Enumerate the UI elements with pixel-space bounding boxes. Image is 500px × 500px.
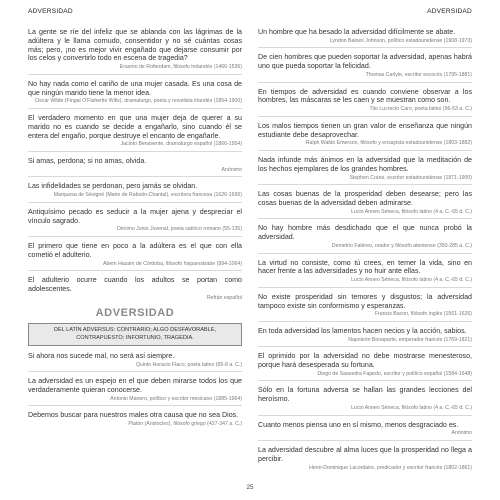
running-header-left: ADVERSIDAD	[28, 8, 73, 15]
quote-item	[28, 157, 242, 177]
quote-text: El adulterio ocurre cuando los adultos se portan como adolescentes.	[28, 276, 242, 293]
quote-item	[258, 224, 472, 253]
quote-text: La gente se ríe del infeliz que se ablanda con las lágrimas de la adúltera y le llama cornudo, consentidor y no sé cuántas cosas más; pero, ¡no es mejor vivir engañado que dejarse consumir por los celos y convertirlo todo en escena de tragedia?	[28, 28, 242, 63]
quote-author: Antonio Manero, político y escritor mexicano (1885-1964)	[110, 395, 242, 402]
quote-text: Sólo en la fortuna adversa se hallan las grandes lecciones del heroísmo.	[258, 386, 472, 404]
quote-divider	[28, 108, 242, 109]
quote-item	[258, 352, 472, 381]
left-quotes-bottom	[28, 352, 242, 428]
quote-item	[28, 352, 242, 372]
quote-author: Diego de Saavedra Fajardo, escritor y político español (1584-1648)	[317, 370, 472, 377]
quote-author: Demetrio Falérеo, orador y filósofo ateniense (350-285 a. C.)	[331, 242, 472, 249]
quote-divider	[28, 176, 242, 177]
quote-divider	[28, 74, 242, 75]
quote-author: Thomas Carlyle, escritor escocés (1795-1881)	[365, 71, 472, 78]
quote-text: En tiempos de adversidad es cuando conviene observar a los hombres, las máscaras se les caen y se muestran como son.	[258, 87, 472, 105]
quote-item	[28, 276, 242, 301]
quote-text: La virtud no consiste, como tú crees, en temer la vida, sino en hacer frente a las adversidades y no huir ante ellas.	[258, 258, 472, 276]
quote-item	[28, 28, 242, 75]
quote-author: Anónimo	[221, 166, 242, 173]
quote-text: Las infidelidades se perdonan, pero jamás se olvidan.	[28, 182, 198, 191]
quote-item	[28, 80, 242, 109]
quote-text: Si ahora nos sucede mal, no será así siempre.	[28, 351, 175, 360]
quote-item	[28, 114, 242, 152]
quote-author: Lucio Anneo Séneca, filósofo latino (4 a. C.-65 d. C.)	[351, 277, 472, 284]
quote-divider	[258, 346, 472, 347]
quote-text: Nada infunde más ánimos en la adversidad que la meditación de los hechos ejemplares de los grandes hombres.	[258, 155, 472, 173]
quote-author: Stephen Crane, escritor estadounidense (1871-1900)	[349, 174, 472, 181]
quote-author: Décimo Junio Juvenal, poeta satírico romano (55-135)	[117, 226, 242, 233]
quote-author: Marquesa de Sévigné (Marie de Rabutin-Chantal), escritora francesa (1626-1696)	[53, 192, 242, 199]
quote-divider	[258, 321, 472, 322]
quote-item	[258, 53, 472, 82]
quote-divider	[258, 184, 472, 185]
quote-text: Si amas, perdona; si no amas, olvida.	[28, 156, 147, 165]
quote-text: El verdadero momento en que una mujer deja de querer a su marido no es cuando se decide a engañarlo, sino cuando él se entera del engaño, porque destruye el encanto de engañarle.	[28, 113, 242, 140]
right-quotes	[258, 28, 472, 471]
quote-item	[28, 411, 242, 427]
quote-item	[28, 377, 242, 406]
quote-text: Un hombre que ha besado la adversidad difícilmente se abate.	[258, 28, 456, 36]
quote-divider	[28, 202, 242, 203]
quote-item	[258, 293, 472, 322]
quote-divider	[258, 82, 472, 83]
left-quotes-top	[28, 28, 242, 301]
quote-text: La adversidad descubre al alma luces que la prosperidad no llega a percibir.	[258, 446, 472, 463]
quote-divider	[258, 150, 472, 151]
quote-text: Las cosas buenas de la prosperidad deben desearse; pero las cosas buenas de la adversidad deben admirarse.	[258, 190, 472, 207]
quote-text: Los malos tiempos tienen un gran valor de enseñanza que ningún estudiante debe desaprovechar.	[258, 121, 472, 139]
quote-divider	[258, 218, 472, 219]
quote-divider	[28, 270, 242, 271]
quote-text: Antiquísimo pecado es seducir a la mujer ajena y despreciar el vínculo sagrado.	[28, 207, 242, 225]
quote-text: No existe prosperidad sin temores y disgustos; la adversidad tampoco existe sin conformismo y esperanzas.	[258, 292, 472, 310]
quote-author: Lucio Anneo Séneca, filósofo latino (4 a. C.-65 d. C.)	[351, 208, 472, 215]
quote-item	[258, 190, 472, 219]
quote-item	[258, 386, 472, 415]
quote-item	[258, 88, 472, 117]
right-column	[258, 28, 472, 476]
quote-divider	[258, 440, 472, 441]
quote-author: Abem Hazam de Córdoba, filósofo hispanoárabe (994-1064)	[103, 260, 242, 267]
quote-author: Oscar Wilde (Fingal O'Flahertie Wills), dramaturgo, poeta y novelista irlandés (1854-1900)	[35, 98, 242, 105]
quote-author: Tito Lucrecio Caro, poeta latino (96-53 a. C.)	[369, 106, 472, 113]
quote-author: Erasmo de Rotterdam, filósofo holandés (1466-1536)	[119, 64, 242, 71]
quote-text: En toda adversidad los lamentos hacen necios y la acción, sabios.	[258, 326, 467, 335]
quote-divider	[258, 47, 472, 48]
quote-divider	[258, 380, 472, 381]
page-number: 25	[246, 484, 254, 491]
quote-item	[258, 327, 472, 347]
running-header-right: ADVERSIDAD	[427, 8, 472, 15]
quote-text: Debemos buscar para nuestros males otra causa que no sea Dios.	[28, 411, 239, 420]
quote-item	[28, 208, 242, 237]
quote-divider	[28, 371, 242, 372]
quote-divider	[258, 253, 472, 254]
quote-author: Napoleón Bonaparte, emperador francés (1769-1821)	[348, 336, 472, 343]
quote-author: Quinto Horacio Flaco, poeta latino (65-8 a. C.)	[135, 361, 242, 368]
quote-text: No hay hombre más desdichado que el que nunca probó la adversidad.	[258, 224, 472, 242]
quote-author: Anónimo	[451, 430, 472, 437]
quote-author: Henri-Dominique Lacordaire, predicador y escritor francés (1802-1861)	[309, 464, 472, 471]
quote-item	[28, 182, 242, 202]
quote-divider	[258, 415, 472, 416]
quote-divider	[28, 236, 242, 237]
left-column	[28, 28, 242, 433]
quote-author: Ralph Waldo Emerson, filósofo y ensayista estadounidense (1803-1882)	[305, 140, 472, 147]
quote-divider	[258, 116, 472, 117]
quote-author: Jacinto Benavente, dramaturgo español (1866-1954)	[120, 141, 242, 148]
quote-text: El oprimido por la adversidad no debe mostrarse menesteroso, porque hará desesperada su fortuna.	[258, 352, 472, 370]
quote-author: Lyndon Baines Johnson, político estadounidense (1908-1973)	[329, 37, 472, 44]
quote-text: El primero que tiene en poco a la adúltera es el que con ella cometió el adulterio.	[28, 241, 242, 259]
quote-author: Refrán español	[206, 294, 242, 301]
quote-divider	[258, 287, 472, 288]
quote-item	[258, 446, 472, 471]
quote-divider	[28, 151, 242, 152]
quote-text: Cuanto menos piensa uno en sí mismo, menos desgraciado es.	[258, 420, 459, 429]
quote-item	[258, 28, 472, 48]
quote-divider	[28, 405, 242, 406]
definition-box: DEL LATÍN ADVERSUS: CONTRARIO; ALGO DESFAVORABLE, CONTRAPUESTO; INFORTUNIO, TRAGEDIA.	[28, 323, 242, 345]
quote-author: Francis Bacon, filósofo inglés (1561-1626)	[374, 311, 472, 318]
quote-item	[258, 122, 472, 151]
quote-item	[258, 259, 472, 288]
quote-author: Lucio Anneo Séneca, filósofo latino (4 a. C.-65 d. C.)	[351, 405, 472, 412]
section-title: ADVERSIDAD	[95, 307, 175, 320]
quote-item	[258, 421, 472, 441]
quote-author: Platón (Aristocles), filósofo griego (427-347 a. C.)	[128, 421, 242, 428]
quote-text: De cien hombres que pueden soportar la adversidad, apenas habrá uno que pueda soportar la felicidad.	[258, 53, 472, 71]
quote-text: La adversidad es un espejo en el que deben mirarse todos los que verdaderamente quieran conocerse.	[28, 377, 242, 394]
quote-item	[28, 242, 242, 271]
quote-item	[258, 156, 472, 185]
quote-text: No hay nada como el cariño de una mujer casada. Es una cosa de que ningún marido tiene la menor idea.	[28, 79, 242, 97]
